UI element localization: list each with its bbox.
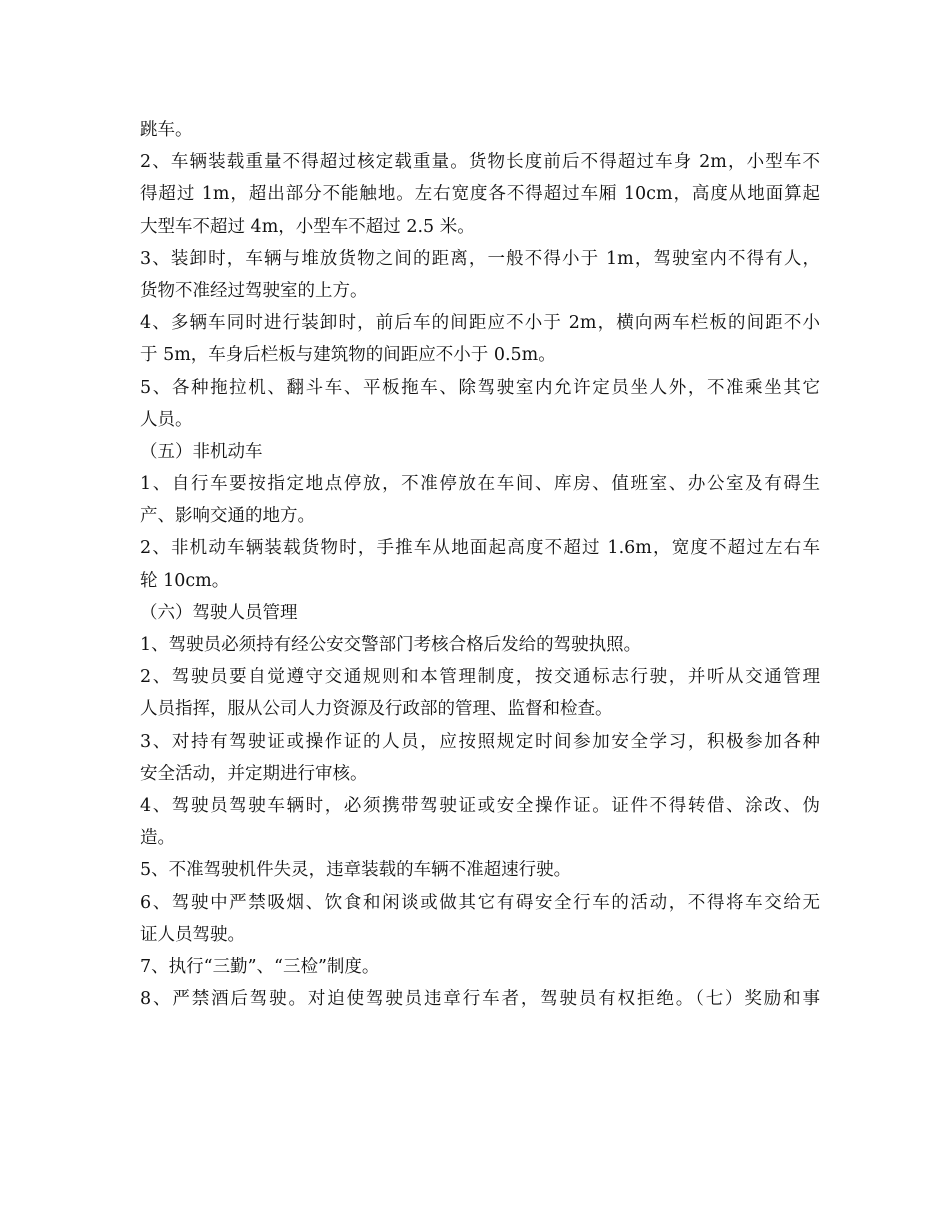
- text-line: 跳车。: [140, 120, 193, 140]
- text-line: 8、严禁酒后驾驶。对迫使驾驶员违章行车者，驾驶员有权拒绝。（七）奖励和事: [140, 989, 820, 1010]
- text-line: 4、多辆车同时进行装卸时，前后车的间距应不小于 2m，横向两车栏板的间距不小: [140, 313, 820, 334]
- text-line: 于 5m，车身后栏板与建筑物的间距应不小于 0.5m。: [140, 345, 556, 366]
- text-line: 2、非机动车辆装载货物时，手推车从地面起高度不超过 1.6m，宽度不超过左右车: [140, 538, 820, 559]
- text-line: 安全活动，并定期进行审核。: [140, 763, 368, 784]
- text-line: 6、驾驶中严禁吸烟、饮食和闲谈或做其它有碍安全行车的活动，不得将车交给无: [140, 892, 820, 913]
- text-line: 3、装卸时，车辆与堆放货物之间的距离，一般不得小于 1m，驾驶室内不得有人，: [140, 248, 820, 269]
- text-line: 1、驾驶员必须持有经公安交警部门考核合格后发给的驾驶执照。: [140, 635, 642, 655]
- text-line: 货物不准经过驾驶室的上方。: [140, 280, 368, 301]
- text-line: 4、驾驶员驾驶车辆时，必须携带驾驶证或安全操作证。证件不得转借、涂改、伪: [140, 795, 820, 816]
- text-line: 轮 10cm。: [140, 570, 230, 591]
- text-line: 5、不准驾驶机件失灵，违章装载的车辆不准超速行驶。: [140, 860, 572, 881]
- text-line: 5、各种拖拉机、翻斗车、平板拖车、除驾驶室内允许定员坐人外，不准乘坐其它: [140, 377, 820, 398]
- text-line: 造。: [140, 828, 175, 849]
- text-line: 人员。: [140, 409, 193, 430]
- text-line: 3、对持有驾驶证或操作证的人员，应按照规定时间参加安全学习，积极参加各种: [140, 731, 820, 752]
- text-line: 2、车辆装载重量不得超过核定载重量。货物长度前后不得超过车身 2m，小型车不: [140, 152, 820, 173]
- text-line: 产、影响交通的地方。: [140, 506, 315, 527]
- text-line: 1、自行车要按指定地点停放，不准停放在车间、库房、值班室、办公室及有碍生: [140, 474, 820, 495]
- text-line: 7、执行“三勤”、“三检”制度。: [140, 956, 380, 977]
- document-body: [140, 114, 820, 1015]
- text-line: 人员指挥，服从公司人力资源及行政部的管理、监督和检查。: [140, 699, 613, 720]
- text-line: （五）非机动车: [140, 441, 263, 462]
- text-line: （六）驾驶人员管理: [140, 602, 298, 623]
- text-line: 大型车不超过 4m，小型车不超过 2.5 米。: [140, 216, 475, 237]
- text-line: 2、驾驶员要自觉遵守交通规则和本管理制度，按交通标志行驶，并听从交通管理: [140, 667, 820, 688]
- text-line: 得超过 1m，超出部分不能触地。左右宽度各不得超过车厢 10cm，高度从地面算起: [140, 184, 820, 205]
- text-line: 证人员驾驶。: [140, 924, 245, 945]
